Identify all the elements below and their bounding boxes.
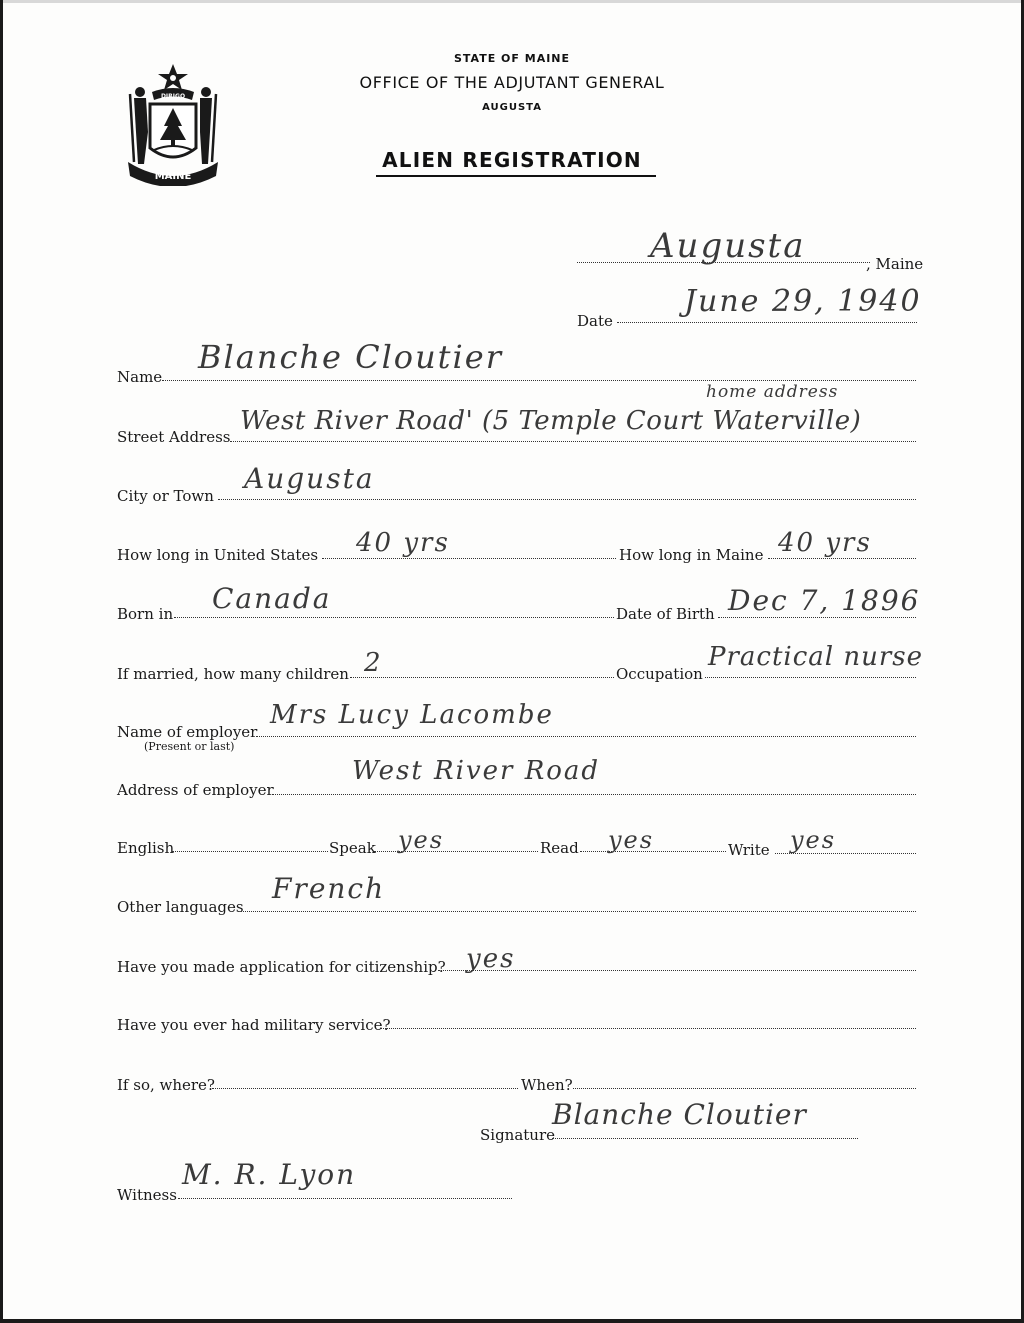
- title-underline: [376, 175, 656, 177]
- occupation-label: Occupation: [616, 665, 703, 683]
- read-value: yes: [608, 826, 655, 854]
- military-line: [380, 1028, 916, 1029]
- signature-line: [552, 1138, 858, 1139]
- citizenship-label: Have you made application for citizenship?: [117, 958, 446, 976]
- name-label: Name: [117, 368, 163, 386]
- english-label: English: [117, 839, 175, 857]
- date-line: [617, 322, 917, 323]
- place-suffix: , Maine: [866, 255, 924, 273]
- place-value: Augusta: [650, 226, 806, 266]
- citizenship-value: yes: [466, 944, 516, 974]
- scan-border-left: [0, 0, 3, 1323]
- write-value: yes: [790, 826, 837, 854]
- born-in-line: [174, 617, 614, 618]
- form-title: ALIEN REGISTRATION: [382, 148, 642, 172]
- us-years-value: 40 yrs: [356, 528, 450, 558]
- occupation-line: [705, 677, 916, 678]
- write-label: Write: [728, 841, 770, 859]
- seal-banner-text: DIRIGO: [160, 93, 186, 100]
- scan-border-bottom: [0, 1319, 1024, 1323]
- city-label: City or Town: [117, 487, 214, 505]
- employer-address-value: West River Road: [352, 756, 601, 786]
- maine-years-value: 40 yrs: [778, 528, 872, 558]
- witness-label: Witness: [117, 1186, 177, 1204]
- born-in-value: Canada: [212, 582, 332, 615]
- speak-value: yes: [398, 826, 445, 854]
- employer-address-line: [272, 794, 916, 795]
- name-line: [162, 380, 916, 381]
- military-label: Have you ever had military service?: [117, 1016, 391, 1034]
- where-line: [212, 1088, 518, 1089]
- signature-label: Signature: [480, 1126, 556, 1144]
- english-line: [172, 851, 328, 852]
- children-value: 2: [364, 648, 383, 678]
- date-label: Date: [577, 312, 613, 330]
- when-label: When?: [521, 1076, 573, 1094]
- born-in-label: Born in: [117, 605, 174, 623]
- other-languages-line: [241, 911, 916, 912]
- street-value: West River Road' (5 Temple Court Waterville): [240, 406, 862, 436]
- employer-label: Name of employer: [117, 723, 258, 741]
- employer-address-label: Address of employer: [117, 781, 274, 799]
- header-office: OFFICE OF THE ADJUTANT GENERAL: [359, 73, 665, 92]
- signature-value: Blanche Cloutier: [552, 1098, 807, 1131]
- street-line: [230, 441, 916, 442]
- city-value: Augusta: [244, 462, 375, 495]
- scan-border-top: [0, 0, 1024, 3]
- header-city: AUGUSTA: [482, 102, 542, 113]
- children-label: If married, how many children: [117, 665, 349, 683]
- dob-label: Date of Birth: [616, 605, 715, 623]
- header-state: STATE OF MAINE: [453, 52, 571, 65]
- speak-label: Speak: [329, 839, 376, 857]
- employer-value: Mrs Lucy Lacombe: [270, 700, 554, 730]
- when-line: [573, 1088, 916, 1089]
- name-value: Blanche Cloutier: [198, 338, 503, 376]
- where-label: If so, where?: [117, 1076, 215, 1094]
- seal-state-text: MAINE: [154, 171, 192, 182]
- read-label: Read: [540, 839, 579, 857]
- city-line: [218, 499, 916, 500]
- witness-line: [178, 1198, 512, 1199]
- other-languages-label: Other languages: [117, 898, 244, 916]
- employer-sublabel: (Present or last): [144, 740, 235, 753]
- occupation-value: Practical nurse: [708, 642, 924, 672]
- children-line: [350, 677, 614, 678]
- us-years-label: How long in United States: [117, 546, 319, 564]
- employer-line: [256, 736, 916, 737]
- street-label: Street Address: [117, 428, 231, 446]
- dob-value: Dec 7, 1896: [728, 584, 921, 617]
- date-value: June 29, 1940: [684, 284, 922, 319]
- witness-value: M. R. Lyon: [182, 1158, 357, 1191]
- maine-years-line: [768, 558, 916, 559]
- us-years-line: [322, 558, 616, 559]
- dob-line: [718, 617, 916, 618]
- maine-years-label: How long in Maine: [619, 546, 764, 564]
- street-note: home address: [706, 382, 839, 402]
- other-languages-value: French: [272, 872, 386, 905]
